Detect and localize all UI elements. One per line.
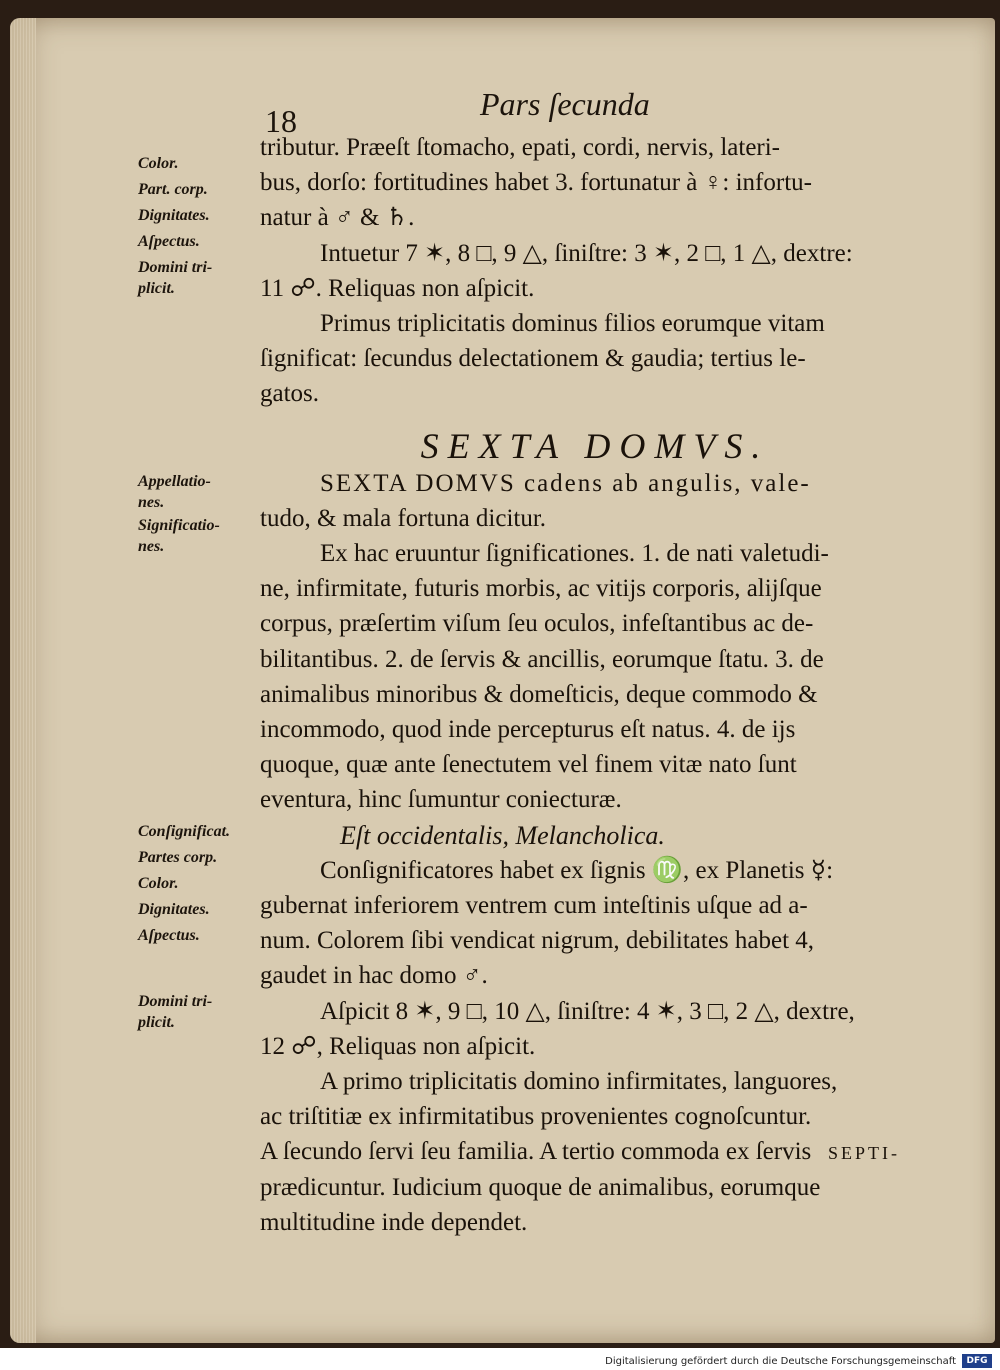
margin-note: Domini tri- plicit. (138, 259, 213, 297)
text-line: eventura, hinc ſumuntur coniecturæ. (260, 786, 622, 814)
text-line: corpus, præſertim viſum ſeu oculos, infeſtantibus ac de- (260, 610, 814, 638)
text-line: tributur. Præeſt ſtomacho, epati, cordi, nervis, lateri- (260, 134, 781, 161)
margin-note: Domini tri- plicit. (138, 993, 213, 1031)
section-heading: SEXTA DOMVS. (420, 425, 770, 466)
margin-note: Aſpectus. (138, 927, 200, 944)
text-line: num. Colorem ſibi vendicat nigrum, debilitates habet 4, (260, 927, 815, 955)
text-line: natur à ♂ & ♄. (260, 204, 415, 232)
text-line: gubernat inferiorem ventrem cum inteſtinis uſque ad a- (260, 892, 808, 920)
text-line: 11 ☍. Reliquas non aſpicit. (260, 274, 535, 302)
text-line: Conſignificatores habet ex ſignis ♍, ex Planetis ☿: (320, 856, 834, 884)
catchword: SEPTI- (828, 1143, 900, 1163)
text-line: Primus triplicitatis dominus filios eorumque vitam (320, 310, 825, 338)
text-line: quoque, quæ ante ſenectutem vel finem vitæ nato ſunt (260, 751, 797, 779)
page-edges (10, 18, 36, 1343)
margin-note: Partes corp. (138, 849, 218, 866)
text-line: Ex hac eruuntur ſignificationes. 1. de nati valetudi- (320, 540, 829, 568)
paragraph-consignificatores (260, 853, 930, 994)
text-line: multitudine inde dependet. (260, 1208, 528, 1236)
paragraph-intuetur (260, 236, 930, 306)
text-line: tudo, & mala fortuna dicitur. (260, 504, 547, 532)
text-line: Intuetur 7 ✶, 8 □, 9 △, ſiniſtre: 3 ✶, 2 □, 1 △, dextre: (320, 239, 853, 267)
margin-note: Aſpectus. (138, 233, 200, 250)
text-line: gatos. (260, 380, 320, 408)
margin-note: Significatio- nes. (138, 517, 220, 555)
margin-note: Dignitates. (138, 901, 210, 918)
running-title: Pars ſecunda (480, 86, 650, 122)
body-text (260, 130, 930, 1240)
margin-note: Appellatio- nes. (138, 473, 211, 511)
margin-note: Part. corp. (138, 181, 208, 198)
subheading: Eſt occidentalis, Melancholica. (340, 820, 665, 850)
margin-note: Color. (138, 155, 179, 172)
text-line: gaudet in hac domo ♂. (260, 962, 488, 990)
text-line: A primo triplicitatis domino infirmitates, languores, (320, 1068, 838, 1096)
paragraph-ex-hac (260, 536, 930, 818)
dfg-logo: DFG (962, 1354, 992, 1368)
margin-note: Color. (138, 875, 179, 892)
text-line: animalibus minoribus & domeſticis, deque commodo & (260, 680, 818, 708)
text-line: bilitantibus. 2. de ſervis & ancillis, eorumque ſtatu. 3. de (260, 645, 824, 673)
text-line: SEXTA DOMVS cadens ab angulis, vale- (320, 469, 811, 497)
margin-note: Dignitates. (138, 207, 210, 224)
text-line: A ſecundo ſervi ſeu familia. A tertio commoda ex ſervis (260, 1138, 812, 1166)
text-line: ne, infirmitate, futuris morbis, ac vitijs corporis, alijſque (260, 575, 822, 603)
paragraph-primus (260, 306, 930, 412)
footer-credit: Digitalisierung gefördert durch die Deutsche Forschungsgemeinschaft (605, 1356, 956, 1367)
text-line: 12 ☍, Reliquas non aſpicit. (260, 1032, 536, 1060)
margin-note: Conſignificat. (138, 823, 231, 840)
text-line: prædicuntur. Iudicium quoque de animalibus, eorumque (260, 1173, 821, 1201)
text-line: ac triſtitiæ ex infirmitatibus provenientes cognoſcuntur. (260, 1103, 812, 1131)
text-line: incommodo, quod inde percepturus eſt natus. 4. de ijs (260, 716, 796, 744)
paragraph-continuation (260, 130, 930, 236)
text-line: Aſpicit 8 ✶, 9 □, 10 △, ſiniſtre: 4 ✶, 3 □, 2 △, dextre, (320, 997, 855, 1025)
running-head (245, 68, 945, 138)
paragraph-sexta (260, 466, 930, 536)
text-line: ſignificat: ſecundus delectationem & gaudia; tertius le- (260, 345, 806, 373)
paragraph-aspicit (260, 994, 930, 1064)
page-number: 18 (265, 103, 297, 139)
text-line: bus, dorſo: fortitudines habet 3. fortunatur à ♀: infortu- (260, 169, 812, 197)
book-page (10, 18, 995, 1343)
